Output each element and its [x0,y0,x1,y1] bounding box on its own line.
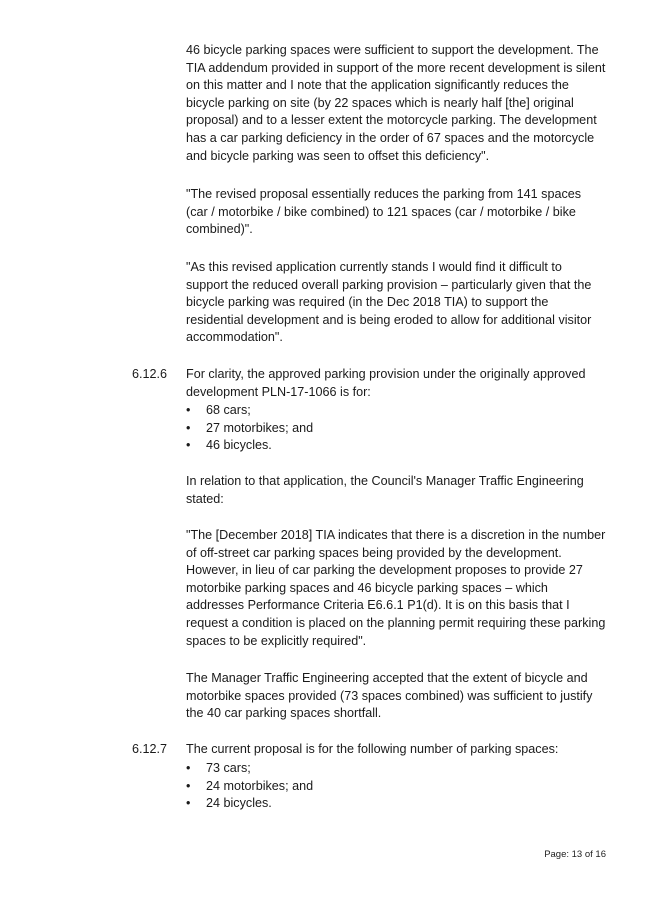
bullet-icon: • [186,796,191,811]
bullet-icon: • [186,778,191,793]
paragraph-reduced-provision-quote: "As this revised application currently stands I would find it difficult to support the reduced overall parking provision – particularly given that the bicycle parking was required (in the Dec 2018 TIA) to support the residential development and is being eroded to allow for additional visitor accommodation". [186,260,592,345]
section-number-6-12-7: 6.12.7 [132,742,168,756]
bullet-icon: • [186,438,191,453]
list-item: • 46 bicycles. [186,437,313,455]
list-item: • 68 cars; [186,402,313,420]
list-item: • 73 cars; [186,760,313,778]
paragraph-manager-accepted: The Manager Traffic Engineering accepted that the extent of bicycle and motorbike spaces provided (73 spaces combined) was sufficient to justify the 40 car parking spaces shortfall. [186,671,593,721]
list-item: • 24 motorbikes; and [186,778,313,796]
paragraph-approved-provision: For clarity, the approved parking provision under the originally approved development PLN-17-1066 is for: [186,367,586,399]
bullet-icon: • [186,761,191,775]
paragraph-council-manager: In relation to that application, the Council's Manager Traffic Engineering stated: [186,474,584,506]
list-item: • 24 bicycles. [186,795,313,813]
bullet-icon: • [186,420,191,435]
paragraph-tia-quote: "The [December 2018] TIA indicates that there is a discretion in the number of off-street car parking spaces being provided by the development. However, in lieu of car parking the development proposes to provide 27 motorbike parking spaces and 46 bicycle parking spaces – which addresses Performance Criteria E6.6.1 P1(d). It is on this basis that I request a condition is placed on the planning permit requiring these parking spaces to be explicitly required". [186,528,606,648]
current-parking-list [186,760,313,813]
page-number: Page: 13 of 16 [544,849,606,860]
approved-parking-list [186,402,313,455]
paragraph-bicycle-parking: 46 bicycle parking spaces were sufficient to support the development. The TIA addendum provided in support of the more recent development is silent on this matter and I note that the application significantly reduces the bicycle parking on site (by 22 spaces which is nearly half [the] original proposal) and to a lesser extent the motorcycle parking. The development has a car parking deficiency in the order of 67 spaces and the motorcycle and bicycle parking was seen to offset this deficiency". [186,43,606,163]
section-number-6-12-6: 6.12.6 [132,367,168,381]
bullet-icon: • [186,403,191,417]
paragraph-current-proposal: The current proposal is for the following number of parking spaces: [186,742,559,756]
paragraph-revised-proposal-quote: "The revised proposal essentially reduces the parking from 141 spaces (car / motorbike / bike combined) to 121 spaces (car / motorbike / bike combined)". [186,187,582,237]
list-item: • 27 motorbikes; and [186,420,313,438]
